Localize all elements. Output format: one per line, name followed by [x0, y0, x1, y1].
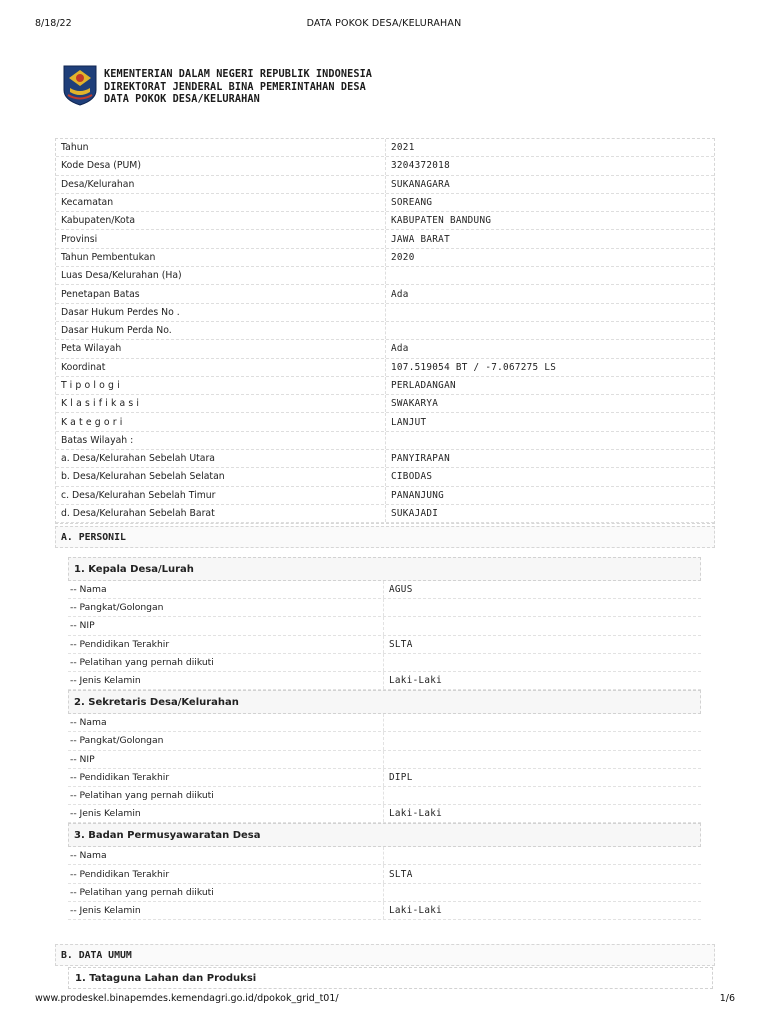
personil-field-label: -- Jenis Kelamin — [68, 902, 384, 919]
field-label: a. Desa/Kelurahan Sebelah Utara — [56, 450, 386, 467]
personil-row — [68, 805, 701, 823]
personil-field-value — [384, 884, 701, 901]
personil-field-label: -- Pendidikan Terakhir — [68, 865, 384, 882]
personil-field-value: Laki-Laki — [389, 808, 443, 820]
banner-line-document: DATA POKOK DESA/KELURAHAN — [104, 94, 260, 105]
field-label: Tahun Pembentukan — [56, 249, 386, 266]
personil-field-label: -- Pangkat/Golongan — [68, 599, 384, 616]
data-row — [56, 176, 714, 194]
field-value: 2020 — [391, 251, 415, 263]
field-value: LANJUT — [391, 416, 427, 428]
field-value: PERLADANGAN — [391, 380, 456, 391]
personil-row — [68, 884, 701, 902]
data-row — [56, 359, 714, 377]
print-date: 8/18/22 — [35, 18, 72, 29]
field-label: Klasifikasi — [56, 395, 386, 412]
personil-field-label: -- Pangkat/Golongan — [68, 732, 384, 749]
personil-row — [68, 617, 701, 635]
personil-field-value — [384, 787, 701, 804]
personil-group-heading: 1. Kepala Desa/Lurah — [68, 557, 701, 581]
personil-row — [68, 751, 701, 769]
print-header — [0, 18, 768, 32]
field-label: Tipologi — [56, 377, 386, 394]
personil-row — [68, 865, 701, 883]
field-value: PANYIRAPAN — [391, 453, 450, 465]
data-row — [56, 505, 714, 523]
personil-field-label: -- Nama — [68, 714, 384, 731]
field-value — [386, 267, 714, 284]
personil-field-value — [384, 714, 701, 731]
data-row — [56, 285, 714, 303]
village-data-table — [55, 138, 715, 524]
field-label: Kabupaten/Kota — [56, 212, 386, 229]
banner-line-ministry: KEMENTERIAN DALAM NEGERI REPUBLIK INDONESIA — [104, 69, 373, 80]
field-label: Penetapan Batas — [56, 285, 386, 302]
field-label: c. Desa/Kelurahan Sebelah Timur — [56, 487, 386, 504]
field-value: SOREANG — [391, 197, 433, 209]
personil-field-label: -- Pendidikan Terakhir — [68, 636, 384, 653]
field-label: Desa/Kelurahan — [56, 176, 386, 193]
personil-row — [68, 654, 701, 672]
personil-field-label: -- NIP — [68, 751, 384, 768]
personil-field-label: -- Nama — [68, 847, 384, 864]
personil-row — [68, 636, 701, 654]
personil-field-value — [384, 732, 701, 749]
data-row — [56, 322, 714, 340]
print-footer — [0, 993, 768, 1007]
personil-row — [68, 581, 701, 599]
personil-field-value — [384, 751, 701, 768]
print-title: DATA POKOK DESA/KELURAHAN — [306, 18, 462, 29]
data-row — [56, 212, 714, 230]
field-value: KABUPATEN BANDUNG — [391, 215, 492, 227]
personil-row — [68, 847, 701, 865]
field-label: Kode Desa (PUM) — [56, 157, 386, 174]
personil-section — [68, 557, 701, 920]
personil-field-label: -- Pelatihan yang pernah diikuti — [68, 884, 384, 901]
data-row — [56, 194, 714, 212]
personil-row — [68, 902, 701, 920]
data-row — [56, 340, 714, 358]
field-label: Provinsi — [56, 230, 386, 247]
personil-row — [68, 599, 701, 617]
field-label: Peta Wilayah — [56, 340, 386, 357]
personil-field-label: -- Pelatihan yang pernah diikuti — [68, 654, 384, 671]
ministry-banner — [62, 64, 662, 112]
data-row — [56, 139, 714, 157]
data-row — [56, 230, 714, 248]
field-value — [386, 322, 714, 339]
field-label: b. Desa/Kelurahan Sebelah Selatan — [56, 468, 386, 485]
field-value: Ada — [391, 288, 409, 300]
personil-field-label: -- Jenis Kelamin — [68, 672, 384, 689]
personil-field-label: -- NIP — [68, 617, 384, 634]
personil-field-value — [384, 617, 701, 634]
personil-field-value: Laki-Laki — [389, 675, 443, 687]
personil-field-value — [384, 654, 701, 671]
personil-field-label: -- Jenis Kelamin — [68, 805, 384, 822]
section-data-umum-heading: B. DATA UMUM — [55, 944, 715, 966]
field-label: Dasar Hukum Perdes No . — [56, 304, 386, 321]
field-value — [386, 304, 714, 321]
banner-line-directorate: DIREKTORAT JENDERAL BINA PEMERINTAHAN DESA — [104, 81, 366, 93]
land-use-subheading: 1. Tataguna Lahan dan Produksi — [68, 967, 713, 989]
field-label: Kategori — [56, 413, 386, 430]
field-value: Ada — [391, 343, 409, 355]
personil-field-value: Laki-Laki — [389, 904, 443, 916]
personil-row — [68, 714, 701, 732]
field-value: SWAKARYA — [391, 398, 439, 410]
field-value: JAWA BARAT — [391, 233, 450, 245]
data-row — [56, 432, 714, 450]
field-value: SUKANAGARA — [391, 178, 450, 190]
banner-text — [104, 69, 372, 107]
field-label: Tahun — [56, 139, 386, 156]
personil-row — [68, 769, 701, 787]
field-value: 2021 — [391, 142, 415, 154]
personil-field-value: SLTA — [389, 868, 413, 880]
field-label: Luas Desa/Kelurahan (Ha) — [56, 267, 386, 284]
field-value: CIBODAS — [391, 471, 433, 483]
data-row — [56, 249, 714, 267]
data-row — [56, 304, 714, 322]
personil-row — [68, 672, 701, 690]
data-row — [56, 413, 714, 431]
data-row — [56, 450, 714, 468]
page-number: 1/6 — [719, 993, 735, 1004]
personil-field-value — [384, 599, 701, 616]
field-label: Koordinat — [56, 359, 386, 376]
field-label: Batas Wilayah : — [56, 432, 386, 449]
page-url: www.prodeskel.binapemdes.kemendagri.go.id/dpokok_grid_t01/ — [35, 993, 339, 1004]
data-row — [56, 395, 714, 413]
personil-field-label: -- Pendidikan Terakhir — [68, 769, 384, 786]
personil-field-value: DIPL — [389, 771, 413, 783]
data-row — [56, 267, 714, 285]
personil-row — [68, 732, 701, 750]
section-personil-heading: A. PERSONIL — [55, 526, 715, 548]
field-value: SUKAJADI — [391, 508, 439, 520]
field-value — [386, 432, 714, 449]
personil-group-heading: 3. Badan Permusyawaratan Desa — [68, 823, 701, 847]
data-row — [56, 157, 714, 175]
field-value: 3204372018 — [391, 160, 450, 172]
personil-row — [68, 787, 701, 805]
field-label: d. Desa/Kelurahan Sebelah Barat — [56, 505, 386, 522]
personil-field-label: -- Pelatihan yang pernah diikuti — [68, 787, 384, 804]
ministry-logo-icon — [62, 64, 98, 106]
field-value: PANANJUNG — [391, 489, 445, 501]
data-row — [56, 487, 714, 505]
personil-group-heading: 2. Sekretaris Desa/Kelurahan — [68, 690, 701, 714]
field-label: Kecamatan — [56, 194, 386, 211]
field-value: 107.519054 BT / -7.067275 LS — [391, 361, 557, 373]
personil-field-label: -- Nama — [68, 581, 384, 598]
personil-field-value — [384, 847, 701, 864]
field-label: Dasar Hukum Perda No. — [56, 322, 386, 339]
personil-field-value: SLTA — [389, 638, 413, 650]
personil-field-value: AGUS — [389, 584, 413, 596]
data-row — [56, 377, 714, 395]
data-row — [56, 468, 714, 486]
